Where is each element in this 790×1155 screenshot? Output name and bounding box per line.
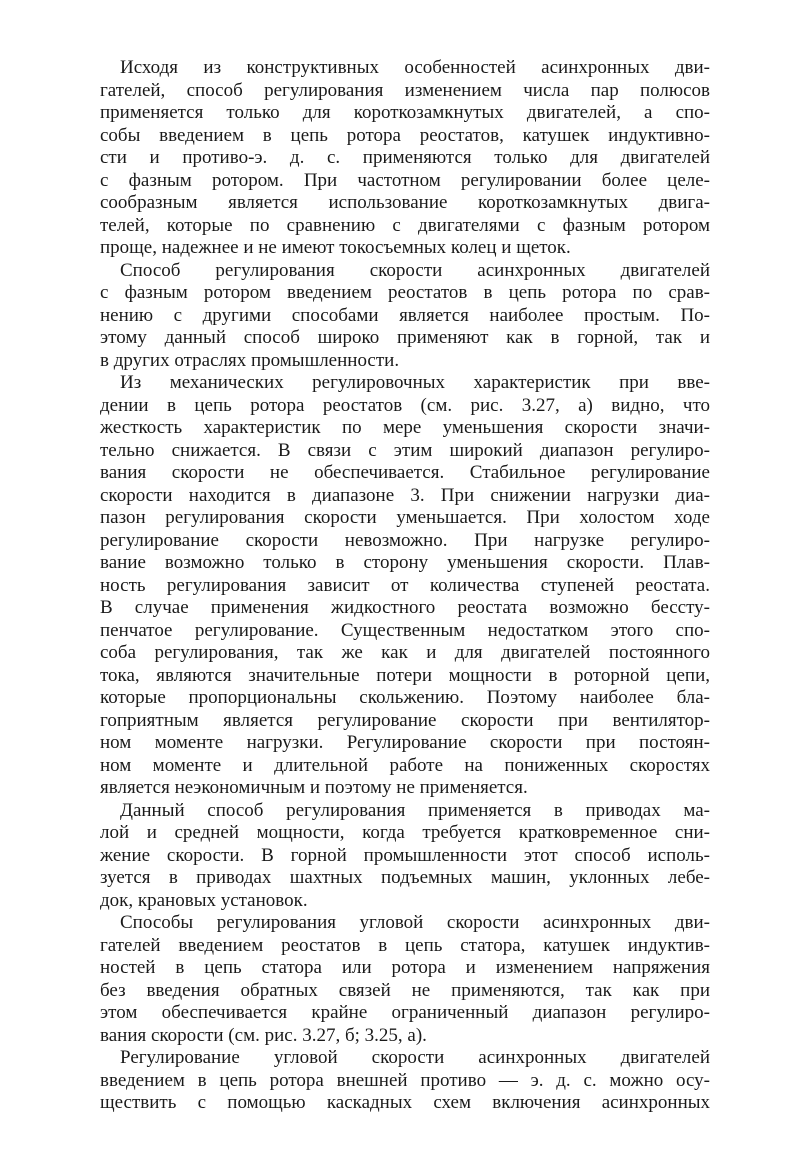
text-line: пазон регулирования скорости уменьшается. При холостом ходе bbox=[100, 507, 710, 528]
text-line: тельно снижается. В связи с этим широкий диапазон регулиро- bbox=[100, 439, 710, 461]
text-line: является неэкономичным и поэтому не применяется. bbox=[100, 777, 528, 798]
text-line: ностей в цепь статора или ротора и изменением напряжения bbox=[100, 957, 710, 978]
paragraph-2 bbox=[100, 260, 710, 373]
text-line: сти и противо-э. д. с. применяются только для двигателей bbox=[100, 147, 710, 168]
text-line: без введения обратных связей не применяются, так как при bbox=[100, 979, 710, 1001]
text-line: ном моменте и длительной работе на пониженных скоростях bbox=[100, 754, 710, 776]
text-line: вания скорости (см. рис. 3.27, б; 3.25, а). bbox=[100, 1024, 427, 1046]
text-line: гателей, способ регулирования изменением числа пар полюсов bbox=[100, 79, 710, 101]
text-line: этому данный способ широко применяют как в горной, так и bbox=[100, 327, 710, 348]
text-line: док, крановых установок. bbox=[100, 889, 308, 911]
text-line: дении в цепь ротора реостатов (см. рис. 3.27, а) видно, что bbox=[100, 394, 710, 416]
text-line: Данный способ регулирования применяется в приводах ма- bbox=[120, 799, 710, 821]
text-line: этом обеспечивается крайне ограниченный диапазон регулиро- bbox=[100, 1002, 710, 1023]
text-line: применяется только для короткозамкнутых двигателей, а спо- bbox=[100, 102, 710, 123]
paragraph-6 bbox=[100, 1047, 710, 1115]
text-line: Способ регулирования скорости асинхронных двигателей bbox=[120, 259, 710, 281]
text-line: Способы регулирования угловой скорости асинхронных дви- bbox=[120, 912, 710, 933]
text-line: соба регулирования, так же как и для двигателей постоянного bbox=[100, 642, 710, 663]
paragraph-3 bbox=[100, 372, 710, 800]
text-line: ществить с помощью каскадных схем включения асинхронных bbox=[100, 1092, 710, 1113]
text-line: которые пропорциональны скольжению. Поэтому наиболее бла- bbox=[100, 687, 710, 708]
text-line: Регулирование угловой скорости асинхронных двигателей bbox=[120, 1047, 710, 1068]
paragraph-5 bbox=[100, 912, 710, 1047]
text-line: с фазным ротором. При частотном регулировании более целе- bbox=[100, 169, 710, 191]
text-line: скорости находится в диапазоне 3. При снижении нагрузки диа- bbox=[100, 484, 710, 506]
text-line: с фазным ротором введением реостатов в цепь ротора по срав- bbox=[100, 282, 710, 303]
text-line: пенчатое регулирование. Существенным недостатком этого спо- bbox=[100, 619, 710, 641]
text-line: в других отраслях промышленности. bbox=[100, 349, 400, 371]
text-line: ность регулирования зависит от количества ступеней реостата. bbox=[100, 574, 710, 596]
text-line: собы введением в цепь ротора реостатов, катушек индуктивно- bbox=[100, 124, 710, 146]
text-line: нению с другими способами является наиболее простым. По- bbox=[100, 304, 710, 326]
text-line: зуется в приводах шахтных подъемных машин, уклонных лебе- bbox=[100, 867, 710, 888]
text-line: жение скорости. В горной промышленности этот способ исполь- bbox=[100, 844, 710, 866]
text-line: Исходя из конструктивных особенностей асинхронных дви- bbox=[120, 57, 710, 78]
text-line: вание возможно только в сторону уменьшения скорости. Плав- bbox=[100, 552, 710, 573]
paragraph-1 bbox=[100, 57, 710, 260]
text-line: вания скорости не обеспечивается. Стабильное регулирование bbox=[100, 462, 710, 483]
text-line: тока, являются значительные потери мощности в роторной цепи, bbox=[100, 664, 710, 686]
text-line: лой и средней мощности, когда требуется кратковременное сни- bbox=[100, 822, 710, 843]
text-line: проще, надежнее и не имеют токосъемных колец и щеток. bbox=[100, 237, 571, 258]
text-line: регулирование скорости невозможно. При нагрузке регулиро- bbox=[100, 529, 710, 551]
text-line: введением в цепь ротора внешней противо — э. д. с. можно осу- bbox=[100, 1069, 710, 1091]
text-line: гоприятным является регулирование скорости при вентилятор- bbox=[100, 709, 710, 731]
text-line: В случае применения жидкостного реостата возможно бессту- bbox=[100, 597, 710, 618]
text-line: Из механических регулировочных характеристик при вве- bbox=[120, 372, 710, 393]
paragraph-4 bbox=[100, 800, 710, 913]
document-page bbox=[100, 57, 710, 1115]
text-line: ном моменте нагрузки. Регулирование скорости при постоян- bbox=[100, 732, 710, 753]
text-line: сообразным является использование короткозамкнутых двига- bbox=[100, 192, 710, 213]
text-line: гателей введением реостатов в цепь статора, катушек индуктив- bbox=[100, 934, 710, 956]
text-line: телей, которые по сравнению с двигателями с фазным ротором bbox=[100, 214, 710, 236]
text-line: жесткость характеристик по мере уменьшения скорости значи- bbox=[100, 417, 710, 438]
